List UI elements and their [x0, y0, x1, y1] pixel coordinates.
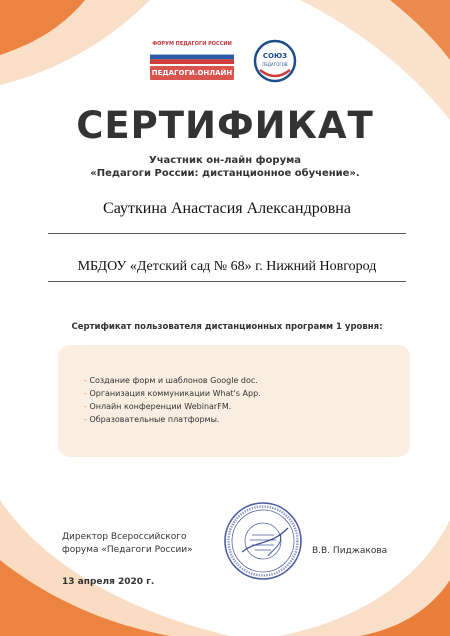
subtitle-line-2: «Педагоги России: дистанционное обучение».	[90, 168, 360, 179]
issue-date: 13 апреля 2020 г.	[62, 577, 155, 587]
subtitle-line-1: Участник он-лайн форума	[148, 155, 302, 166]
certificate-title: СЕРТИФИКАТ	[76, 104, 374, 147]
union-ring-icon	[252, 38, 298, 84]
round-seal-stamp-icon	[222, 500, 304, 582]
program-item: - Образовательные платформы.	[84, 413, 404, 426]
divider-organization	[48, 281, 406, 282]
forum-logo	[146, 38, 238, 84]
recipient-name: Сауткина Анастасия Александровна	[103, 200, 351, 217]
director-line-2: форума «Педагоги России»	[62, 545, 193, 555]
forum-logo-tag: ФОРУМ ПЕДАГОГИ РОССИИ	[152, 41, 232, 47]
signer-name: В.В. Пиджакова	[312, 546, 388, 556]
divider-name	[48, 233, 406, 234]
program-item: - Онлайн конференции WebinarFM.	[84, 400, 404, 413]
director-line-1: Директор Всероссийского	[62, 532, 187, 542]
program-item: - Организация коммуникации What's App.	[84, 387, 404, 400]
organization: МБДОУ «Детский сад № 68» г. Нижний Новгород	[77, 259, 377, 274]
union-logo-sub: ПЕДАГОГОВ	[262, 62, 288, 67]
forum-online-label: ПЕДАГОГИ.ОНЛАЙН	[150, 66, 234, 80]
union-logo	[252, 38, 298, 84]
director-title	[62, 531, 212, 557]
program-title: Сертификат пользователя дистанционных программ 1 уровня:	[71, 322, 383, 332]
certificate-subtitle	[40, 154, 410, 180]
program-item: - Создание форм и шаблонов Google doc.	[84, 374, 404, 387]
flag-banner-icon	[150, 50, 234, 64]
union-logo-label: СОЮЗ	[262, 52, 288, 60]
program-list	[84, 374, 404, 426]
